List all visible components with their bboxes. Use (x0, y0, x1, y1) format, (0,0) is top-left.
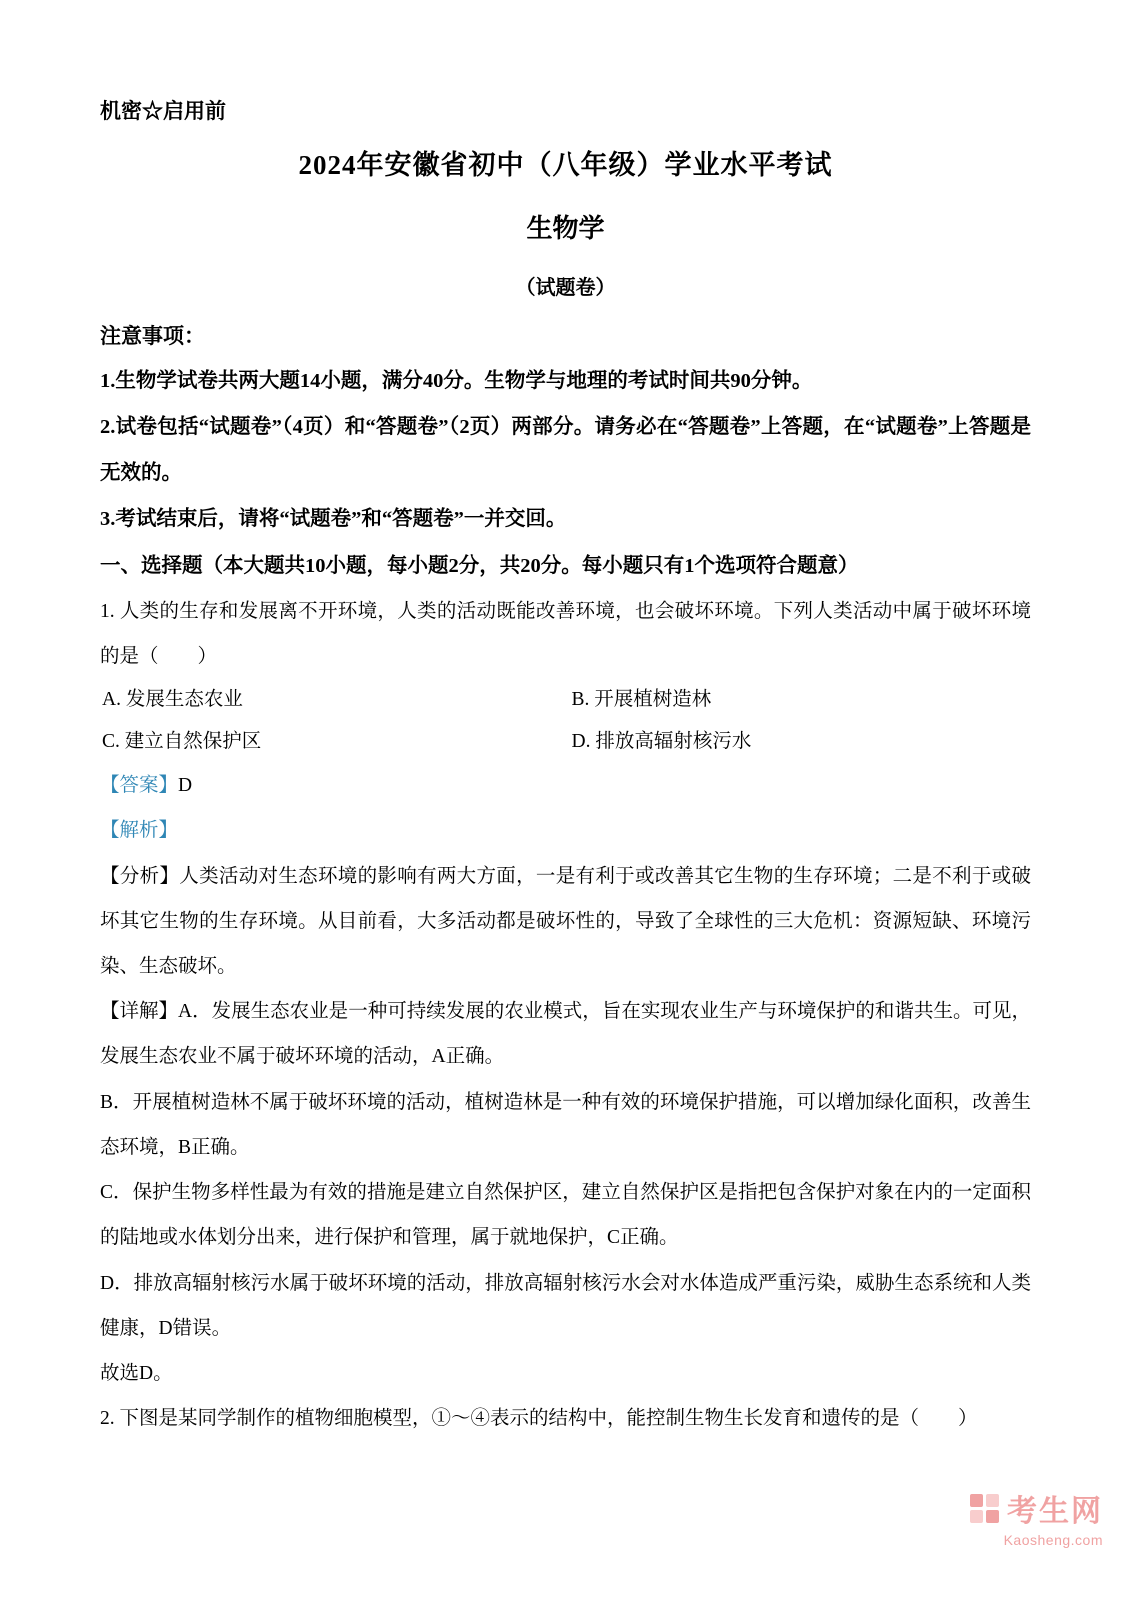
watermark-site-name: 考生网 (1007, 1495, 1103, 1528)
option-a: A. 发展生态农业 (102, 689, 243, 711)
answer-line (100, 763, 1031, 808)
section-title: 一、选择题（本大题共10小题，每小题2分，共20分。每小题只有1个选项符合题意） (100, 554, 859, 577)
answer-value: D (178, 775, 193, 797)
detail-paragraph-a: 【详解】A．发展生态农业是一种可持续发展的农业模式，旨在实现农业生产与环境保护的和谐共生。可见，发展生态农业不属于破坏环境的活动，A正确。 (100, 1001, 1031, 1068)
answer-label: 【答案】 (100, 775, 179, 797)
notice-item-3: 3.考试结束后，请将“试题卷”和“答题卷”一并交回。 (100, 508, 567, 531)
jiexi-label: 【解析】 (100, 820, 179, 842)
question-1-options (100, 679, 1031, 763)
detail-paragraph-d: D．排放高辐射核污水属于破坏环境的活动，排放高辐射核污水会对水体造成严重污染，威胁生态系统和人类健康，D错误。 (100, 1272, 1031, 1339)
notice-heading: 注意事项： (100, 324, 205, 348)
kaosheng-logo-icon (970, 1494, 999, 1523)
notice-item-2: 2.试卷包括“试题卷”（4页）和“答题卷”（2页）两部分。请务必在“答题卷”上答题，在“试题卷”上答题是无效的。 (100, 416, 1031, 485)
option-b: B. 开展植树造林 (571, 689, 712, 711)
option-d: D. 排放高辐射核污水 (571, 731, 752, 753)
paper-type-label: （试题卷） (515, 277, 616, 299)
question-2-stem: 2. 下图是某同学制作的植物细胞模型，①～④表示的结构中，能控制生物生长发育和遗传的是（ ） (100, 1408, 978, 1430)
detail-paragraph-b: B．开展植树造林不属于破坏环境的活动，植树造林是一种有效的环境保护措施，可以增加绿化面积，改善生态环境，B正确。 (100, 1091, 1031, 1158)
kaosheng-watermark (970, 1486, 1103, 1548)
watermark-domain: Kaosheng.com (1003, 1532, 1103, 1548)
subject-title: 生物学 (526, 214, 605, 243)
notice-item-1: 1.生物学试卷共两大题14小题，满分40分。生物学与地理的考试时间共90分钟。 (100, 370, 813, 393)
page-title: 2024年安徽省初中（八年级）学业水平考试 (298, 150, 833, 180)
option-c: C. 建立自然保护区 (102, 731, 262, 753)
conclusion-line: 故选D。 (100, 1363, 173, 1385)
detail-paragraph-c: C．保护生物多样性最为有效的措施是建立自然保护区，建立自然保护区是指把包含保护对象在内的一定面积的陆地或水体划分出来，进行保护和管理，属于就地保护，C正确。 (100, 1182, 1031, 1249)
analysis-paragraph: 【分析】人类活动对生态环境的影响有两大方面，一是有利于或改善其它生物的生存环境；二是不利于或破坏其它生物的生存环境。从目前看，大多活动都是破坏性的，导致了全球性的三大危机：资源短缺、环境污染、生态破坏。 (100, 865, 1031, 977)
jiexi-line (100, 808, 1031, 853)
question-1-stem: 1. 人类的生存和发展离不开环境，人类的活动既能改善环境，也会破坏环境。下列人类活动中属于破坏环境的是（ ） (100, 600, 1031, 667)
classification-label: 机密☆启用前 (100, 99, 226, 123)
